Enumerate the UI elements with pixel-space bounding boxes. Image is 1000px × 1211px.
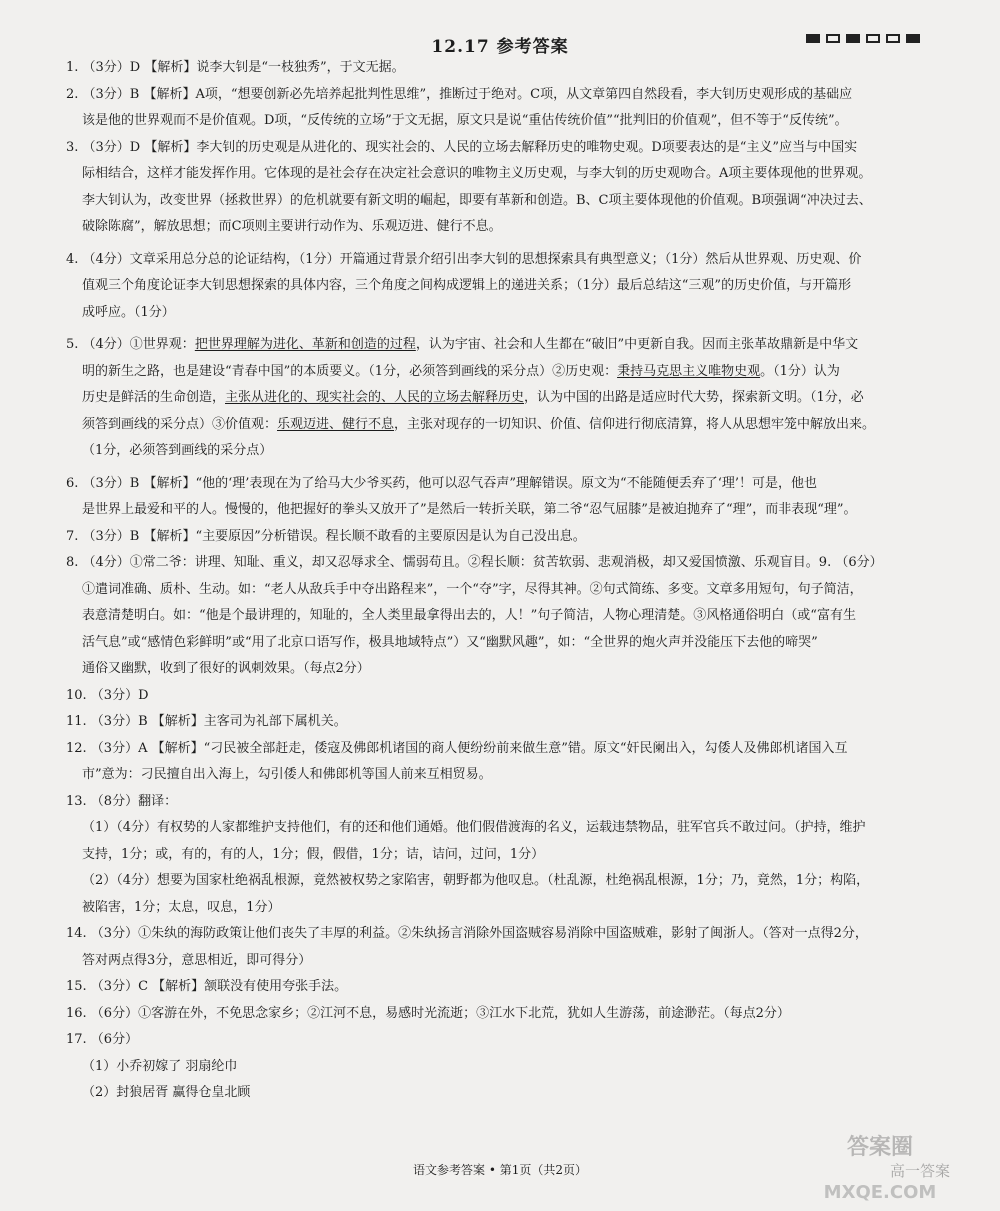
registration-mark — [806, 34, 820, 43]
answer-5-text: 须答到画线的采分点）③价值观： — [82, 416, 278, 432]
answer-17-2: （2）封狼居胥 赢得仓皇北顾 — [82, 1085, 251, 1100]
answer-5 — [66, 332, 966, 359]
page-title: 12.17 参考答案 — [431, 37, 569, 57]
watermark-url: MXQE.COM — [823, 1182, 937, 1202]
answer-5-cont — [66, 412, 966, 439]
answer-12-cont: 市”意为：刁民擅自出入海上，勾引倭人和佛郎机等国人前来互相贸易。 — [82, 767, 492, 782]
answer-2-cont: 该是他的世界观而不是价值观。D项，“反传统的立场”于文无据，原文只是说“重估传统价值”“批判旧的价值观”，但不等于“反传统”。 — [82, 113, 848, 128]
registration-mark — [846, 34, 860, 43]
answer-11: 11. （3分）B 【解析】主客司为礼部下属机关。 — [66, 714, 347, 729]
watermark-logo-text: 答案圈 — [846, 1135, 914, 1160]
answer-14: 14. （3分）①朱纨的海防政策让他们丧失了丰厚的利益。②朱纨扬言消除外国盗贼容易消除中国盗贼难，影射了闽浙人。（答对一点得2分， — [66, 926, 868, 941]
page-footer: 语文参考答案 • 第1页（共2页） — [413, 1163, 587, 1177]
answer-12: 12. （3分）A 【解析】“刁民被全部赶走，倭寇及佛郎机诸国的商人便纷纷前来做生意”错。原文“奸民阑出入，勾倭人及佛郎机诸国入互 — [66, 740, 848, 756]
answer-5-text: ，认为宇宙、社会和人生都在“破旧”中更新自我。因而主张革故鼎新是中华文 — [415, 337, 859, 352]
answer-4-cont: 成呼应。（1分） — [82, 304, 175, 320]
answer-5-text: 。（1分）认为 — [760, 363, 840, 379]
registration-mark — [826, 34, 840, 43]
answer-13-2-cont: 被陷害，1分；太息，叹息，1分） — [82, 899, 281, 915]
answer-17-1: （1）小乔初嫁了 羽扇纶巾 — [82, 1058, 238, 1074]
answer-3: 3. （3分）D 【解析】李大钊的历史观是从进化的、现实社会的、人民的立场去解释历史的唯物史观。D项要表达的是“主义”应当与中国实 — [66, 139, 858, 155]
answer-8-cont: ①遣词准确、质朴、生动。如：“老人从敌兵手中夺出路程来”，一个“夺”字，尽得其神。②句式简练、多变。文章多用短句，句子简洁， — [82, 581, 863, 597]
answer-3-cont: 际相结合，这样才能发挥作用。它体现的是社会存在决定社会意识的唯物主义历史观，与李大钊的历史观吻合。A项主要体现他的世界观。 — [82, 166, 872, 181]
answer-13: 13. （8分）翻译： — [66, 793, 178, 809]
answer-13-1-cont: 支持，1分；或，有的，有的人，1分；假，假借，1分；诘，诘问，过问，1分） — [82, 846, 545, 862]
answer-15: 15. （3分）C 【解析】颔联没有使用夸张手法。 — [66, 979, 348, 994]
scoring-point-underline: 乐观迈进、健行不息 — [277, 416, 395, 432]
registration-marks — [806, 34, 920, 43]
answer-3-cont: 李大钊认为，改变世界（拯救世界）的危机就要有新文明的崛起，即要有革新和创造。B、C项主要体现他的价值观。B项强调“冲决过去、 — [82, 192, 872, 208]
answer-8: 8. （4分）①常二爷：讲理、知耻、重义，却又忍辱求全、懦弱苟且。②程长顺：贫苦软弱、悲观消极，却又爱国愤激、乐观盲目。9. （6分） — [66, 555, 883, 570]
answer-5-cont — [66, 359, 966, 386]
answer-5-text: 历史是鲜活的生命创造， — [82, 390, 226, 405]
answer-3-cont: 破除陈腐”，解放思想；而C项则主要讲行动作为、乐观迈进、健行不息。 — [82, 219, 502, 234]
answer-list — [66, 55, 966, 1107]
answer-10: 10. （3分）D — [66, 687, 149, 703]
answer-1: 1. （3分）D 【解析】说李大钊是“一枝独秀”，于文无据。 — [66, 60, 405, 75]
answer-17: 17. （6分） — [66, 1032, 139, 1047]
answer-5-cont: （1分，必须答到画线的采分点） — [82, 443, 273, 458]
answer-14-cont: 答对两点得3分，意思相近，即可得分） — [82, 952, 312, 968]
answer-7: 7. （3分）B 【解析】“主要原因”分析错误。程长顺不敢看的主要原因是认为自己没出息。 — [66, 528, 586, 544]
scoring-point-underline: 把世界理解为进化、革新和创造的过程 — [194, 337, 416, 352]
registration-mark — [906, 34, 920, 43]
scoring-point-underline: 秉持马克思主义唯物史观 — [617, 363, 761, 379]
answer-5-text: 5. （4分）①世界观： — [66, 337, 195, 352]
answer-8-cont: 通俗又幽默，收到了很好的讽刺效果。（每点2分） — [82, 661, 370, 676]
registration-mark — [886, 34, 900, 43]
answer-16: 16. （6分）①客游在外，不免思念家乡；②江河不息，易感时光流逝；③江水下北荒，犹如人生游荡，前途渺茫。（每点2分） — [66, 1005, 790, 1021]
answer-5-cont — [66, 385, 966, 412]
answer-2: 2. （3分）B 【解析】A项，“想要创新必先培养起批判性思维”，推断过于绝对。C项，从文章第四自然段看，李大钊历史观形成的基础应 — [66, 86, 853, 102]
answer-6-cont: 是世界上最爱和平的人。慢慢的，他把握好的拳头又放开了”是然后一转折关联，第二爷“忍气屈膝”是被迫抛弃了“理”，而非表现“理”。 — [82, 502, 857, 517]
answer-5-text: 明的新生之路，也是建设“青春中国”的本质要义。（1分，必须答到画线的采分点）②历史观： — [82, 363, 618, 379]
registration-mark — [866, 34, 880, 43]
answer-4-cont: 值观三个角度论证李大钊思想探索的具体内容，三个角度之间构成逻辑上的递进关系；（1分）最后总结这“三观”的历史价值，与开篇形 — [82, 278, 852, 293]
answer-5-text: ，认为中国的出路是适应时代大势，探索新文明。（1分，必 — [524, 390, 864, 405]
answer-13-2: （2）（4分）想要为国家杜绝祸乱根源，竟然被权势之家陷害，朝野都为他叹息。（杜乱源，杜绝祸乱根源，1分；乃，竟然，1分；构陷， — [82, 873, 870, 888]
watermark-subtitle: 高一答案 — [889, 1162, 951, 1180]
answer-4: 4. （4分）文章采用总分总的论证结构，（1分）开篇通过背景介绍引出李大钊的思想探索具有典型意义；（1分）然后从世界观、历史观、价 — [66, 251, 862, 267]
answer-8-cont: 活气息”或“感情色彩鲜明”或“用了北京口语写作，极具地域特点”）又“幽默风趣”，如：“全世界的炮火声并没能压下去他的啼哭” — [82, 634, 818, 650]
answer-6: 6. （3分）B 【解析】“他的‘理’表现在为了给马大少爷买药，他可以忍气吞声”理解错误。原文为“不能随便丢弃了‘理’！可是，他也 — [66, 475, 817, 491]
answer-8-cont: 表意清楚明白。如：“他是个最讲理的，知耻的，全人类里最拿得出去的，人！”句子简洁，人物心理清楚。③风格通俗明白（或“富有生 — [82, 608, 856, 623]
answer-13-1: （1）（4分）有权势的人家都维护支持他们，有的还和他们通婚。他们假借渡海的名义，运载违禁物品，驻军官兵不敢过问。（护持，维护 — [82, 820, 866, 835]
answer-5-text: ，主张对现存的一切知识、价值、信仰进行彻底清算，将人从思想牢笼中解放出来。 — [394, 416, 876, 432]
scoring-point-underline: 主张从进化的、现实社会的、人民的立场去解释历史 — [225, 390, 525, 405]
